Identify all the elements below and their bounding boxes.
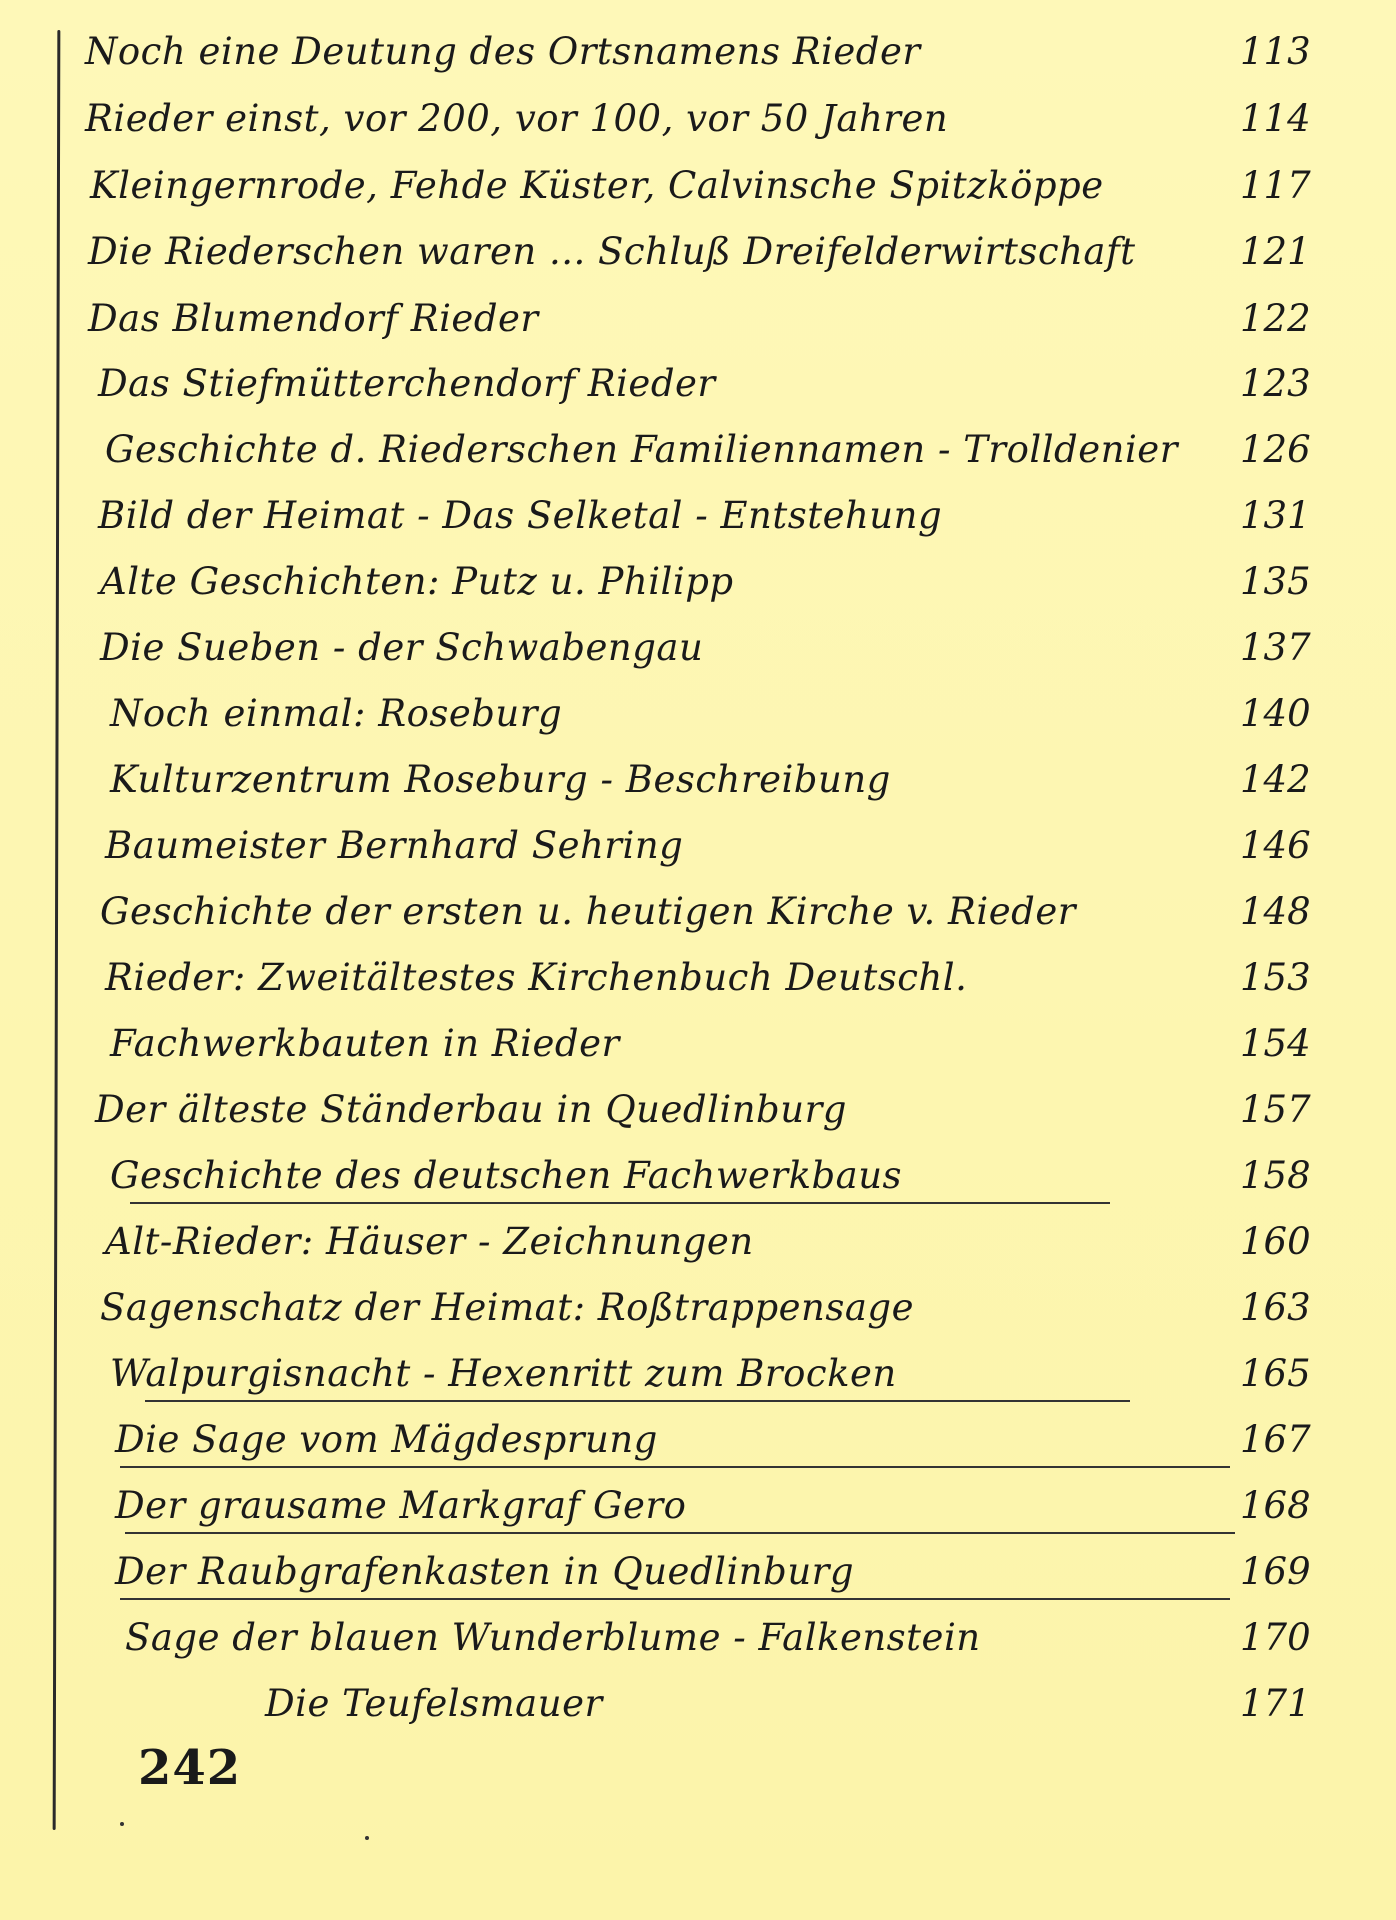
underline-rule	[120, 1598, 1230, 1600]
toc-entry-title: Rieder einst, vor 200, vor 100, vor 50 Jahren	[85, 97, 949, 140]
toc-entry-page-number: 114	[1240, 97, 1311, 140]
toc-entry-title: Der Raubgrafenkasten in Quedlinburg	[115, 1550, 855, 1593]
page-folio-number: 242	[138, 1740, 242, 1796]
toc-entry-title: Kulturzentrum Roseburg - Beschreibung	[110, 758, 891, 801]
underline-rule	[125, 1532, 1235, 1534]
toc-entry	[0, 418, 1396, 482]
toc-entry-title: Rieder: Zweitältestes Kirchenbuch Deutschl.	[105, 956, 968, 999]
toc-entry-title: Bild der Heimat - Das Selketal - Entstehung	[98, 494, 943, 537]
toc-entry-page-number: 170	[1240, 1616, 1311, 1659]
toc-entry-page-number: 167	[1240, 1418, 1311, 1461]
toc-entry-title: Das Stiefmütterchendorf Rieder	[98, 362, 716, 405]
toc-entry-title: Geschichte der ersten u. heutigen Kirche v. Rieder	[100, 890, 1076, 933]
toc-entry-title: Sage der blauen Wunderblume - Falkenstein	[125, 1616, 981, 1659]
toc-entry-page-number: 142	[1240, 758, 1311, 801]
toc-entry-title: Fachwerkbauten in Rieder	[110, 1022, 620, 1065]
toc-entry-title: Kleingernrode, Fehde Küster, Calvinsche Spitzköppe	[90, 164, 1104, 207]
toc-entry-page-number: 163	[1240, 1286, 1311, 1329]
toc-entry	[0, 220, 1396, 284]
toc-entry-title: Geschichte des deutschen Fachwerkbaus	[110, 1154, 903, 1197]
underline-rule	[145, 1400, 1130, 1402]
toc-entry	[0, 1342, 1396, 1406]
toc-entry-page-number: 158	[1240, 1154, 1311, 1197]
toc-entry	[0, 484, 1396, 548]
toc-entry-page-number: 154	[1240, 1022, 1311, 1065]
toc-entry-title: Der älteste Ständerbau in Quedlinburg	[95, 1088, 847, 1131]
toc-entry-title: Geschichte d. Riederschen Familiennamen - Trolldenier	[105, 428, 1178, 471]
toc-entry	[0, 682, 1396, 746]
toc-entry-title: Das Blumendorf Rieder	[88, 297, 539, 340]
toc-entry-page-number: 165	[1240, 1352, 1311, 1395]
toc-entry-page-number: 121	[1240, 230, 1311, 273]
toc-entry-title: Alt-Rieder: Häuser - Zeichnungen	[105, 1220, 754, 1263]
toc-entry	[0, 352, 1396, 416]
toc-entry-title: Die Riederschen waren ... Schluß Dreifelderwirtschaft	[88, 230, 1136, 273]
toc-entry	[0, 616, 1396, 680]
toc-entry-title: Noch eine Deutung des Ortsnamens Rieder	[85, 30, 921, 73]
toc-entry	[0, 1210, 1396, 1274]
toc-entry	[0, 1276, 1396, 1340]
toc-entry	[0, 946, 1396, 1010]
toc-entry	[0, 814, 1396, 878]
toc-entry	[0, 550, 1396, 614]
toc-entry	[0, 1408, 1396, 1472]
toc-entry-title: Sagenschatz der Heimat: Roßtrappensage	[100, 1286, 914, 1329]
toc-entry	[0, 1012, 1396, 1076]
toc-entry	[0, 880, 1396, 944]
toc-entry	[0, 1540, 1396, 1604]
toc-entry	[0, 20, 1396, 84]
underline-rule	[120, 1466, 1230, 1468]
toc-entry	[0, 1144, 1396, 1208]
toc-entry-page-number: 160	[1240, 1220, 1311, 1263]
toc-entry-page-number: 126	[1240, 428, 1311, 471]
toc-entry-title: Alte Geschichten: Putz u. Philipp	[100, 560, 734, 603]
toc-entry-title: Die Sage vom Mägdesprung	[115, 1418, 658, 1461]
toc-entry-page-number: 123	[1240, 362, 1311, 405]
toc-entry	[0, 1078, 1396, 1142]
toc-entry-page-number: 131	[1240, 494, 1311, 537]
toc-entry-title: Die Teufelsmauer	[265, 1682, 603, 1725]
toc-entry	[0, 748, 1396, 812]
toc-entry	[0, 87, 1396, 151]
toc-entry-page-number: 140	[1240, 692, 1311, 735]
toc-entry-page-number: 169	[1240, 1550, 1311, 1593]
toc-entry-page-number: 117	[1240, 164, 1311, 207]
toc-entry	[0, 287, 1396, 351]
toc-entry-page-number: 137	[1240, 626, 1311, 669]
toc-entry-page-number: 168	[1240, 1484, 1311, 1527]
toc-entry-title: Walpurgisnacht - Hexenritt zum Brocken	[110, 1352, 897, 1395]
toc-entry-title: Die Sueben - der Schwabengau	[100, 626, 704, 669]
toc-entry-title: Baumeister Bernhard Sehring	[105, 824, 684, 867]
toc-entry-page-number: 153	[1240, 956, 1311, 999]
underline-rule	[130, 1202, 1110, 1204]
toc-entry-page-number: 146	[1240, 824, 1311, 867]
toc-entry-page-number: 157	[1240, 1088, 1311, 1131]
ink-dot	[365, 1836, 369, 1840]
toc-entry	[0, 1474, 1396, 1538]
toc-entry	[0, 1606, 1396, 1670]
toc-entry	[0, 1672, 1396, 1736]
toc-entry-page-number: 113	[1240, 30, 1311, 73]
toc-entry-page-number: 122	[1240, 297, 1311, 340]
toc-entry-title: Noch einmal: Roseburg	[110, 692, 563, 735]
toc-entry	[0, 154, 1396, 218]
toc-entry-page-number: 171	[1240, 1682, 1311, 1725]
toc-entry-page-number: 148	[1240, 890, 1311, 933]
toc-entry-title: Der grausame Markgraf Gero	[115, 1484, 687, 1527]
toc-entry-page-number: 135	[1240, 560, 1311, 603]
ink-dot	[120, 1822, 124, 1826]
